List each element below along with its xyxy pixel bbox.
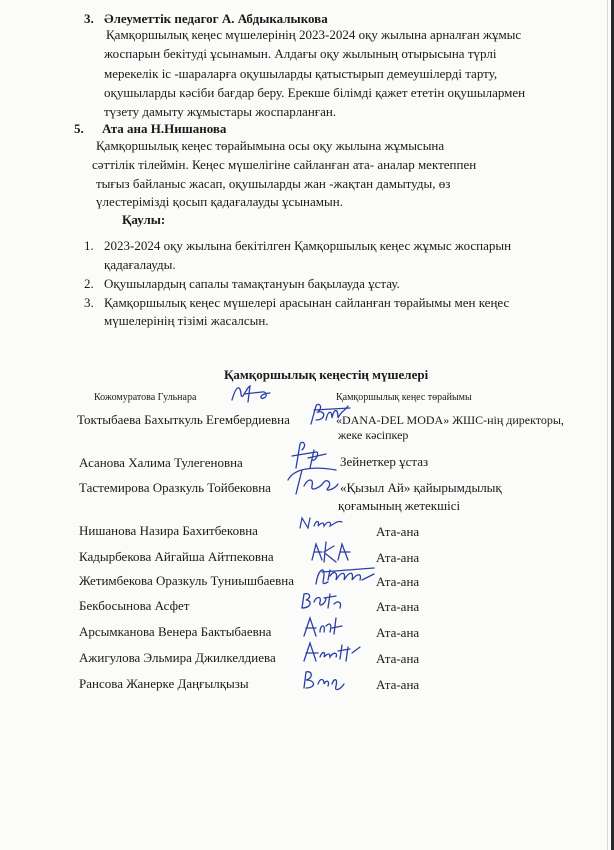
- member-role: Ата-ана: [376, 524, 420, 539]
- decision-item-line: Қамқоршылық кеңес мүшелері арасынан сайланған төрайымы мен кеңес: [104, 295, 510, 310]
- signature-image: [312, 562, 378, 590]
- section-3-line: мерекелік іс -шараларға оқушыларды қатыстырып демеушілерді тарту,: [104, 66, 498, 81]
- signature-image: [228, 380, 274, 406]
- member-name: Асанова Халима Тулегеновна: [79, 455, 243, 470]
- member-name: Рансова Жанерке Даңғылқызы: [79, 676, 249, 691]
- decision-title: Қаулы:: [122, 212, 166, 227]
- section-3-number: 3.: [84, 11, 94, 26]
- decision-item-line: Оқушылардың сапалы тамақтануын бақылауда ұстау.: [104, 276, 400, 291]
- member-role: Қамқоршылық кеңес төрайымы: [336, 392, 472, 403]
- signature-image: [296, 588, 346, 614]
- scan-edge-shadow: [607, 0, 608, 850]
- member-name: Жетимбекова Оразкуль Туниышбаевна: [79, 573, 294, 588]
- member-name: Бекбосынова Асфет: [79, 598, 190, 613]
- members-title: Қамқоршылық кеңестің мүшелері: [224, 367, 429, 382]
- member-name: Кадырбекова Айгайша Айтпековна: [79, 549, 274, 564]
- member-role: Ата-ана: [376, 651, 420, 666]
- section-5-number: 5.: [74, 121, 84, 136]
- decision-item-line: мүшелерінің тізімі жасалсын.: [104, 313, 269, 328]
- decision-item-number: 1.: [84, 238, 94, 253]
- section-3-heading: Әлеуметтік педагог А. Абдыкалыкова: [104, 11, 328, 26]
- member-role: жеке кәсіпкер: [338, 428, 409, 442]
- signature-image: [284, 464, 340, 498]
- signature-image: [296, 514, 346, 534]
- section-5-line: тығыз байланыс жасап, оқушыларды жан -жақтан дамытуды, өз: [96, 176, 451, 191]
- member-name: Кожомуратова Гульнара: [94, 392, 197, 403]
- member-name: Токтыбаева Бахыткуль Егембердиевна: [77, 412, 290, 427]
- member-name: Тастемирова Оразкуль Тойбековна: [79, 480, 271, 495]
- member-role: Ата-ана: [376, 677, 420, 692]
- section-5-line: сәттілік тілеймін. Кеңес мүшелігіне сайланған ата- аналар мектеппен: [92, 157, 477, 172]
- member-role: Зейнеткер ұстаз: [340, 454, 429, 469]
- section-5-line: Қамқоршылық кеңес төрайымына осы оқу жылына жұмысына: [96, 138, 445, 153]
- member-name: Нишанова Назира Бахитбековна: [79, 523, 258, 538]
- signature-image: [298, 666, 350, 694]
- member-name: Ажигулова Эльмира Джилкелдиева: [79, 650, 276, 665]
- decision-item-line: 2023-2024 оқу жылына бекітілген Қамқоршылық кеңес жұмыс жоспарын: [104, 238, 512, 253]
- signature-image: [300, 614, 346, 640]
- member-name: Арсымканова Венера Бактыбаевна: [79, 624, 272, 639]
- member-role: Ата-ана: [376, 599, 420, 614]
- section-3-line: Қамқоршылық кеңес мүшелерінің 2023-2024 оқу жылына арналған жұмыс: [106, 27, 522, 42]
- signature-image: [300, 639, 364, 667]
- section-5-line: үлестерімізді қосып қадағалауды ұсынамын.: [96, 194, 343, 209]
- section-3-line: жоспарын бекітуді ұсынамын. Алдағы оқу жылының отырысына түрлі: [104, 46, 497, 61]
- section-3-line: түзету дамыту жұмыстары жоспарланған.: [104, 104, 337, 119]
- member-role: «DANA-DEL MODA» ЖШС-нің директоры,: [336, 413, 564, 427]
- section-3-line: оқушыларды кәсіби бағдар беру. Ерекше білімді қажет ететін оқушылармен: [104, 85, 526, 100]
- member-role: Ата-ана: [376, 625, 420, 640]
- signature-image: [308, 400, 354, 430]
- decision-item-number: 3.: [84, 295, 94, 310]
- decision-item-line: қадағалауды.: [104, 257, 176, 272]
- section-5-heading: Ата ана Н.Нишанова: [102, 121, 227, 136]
- member-role: қоғамының жетекшісі: [338, 498, 461, 513]
- member-role: Ата-ана: [376, 550, 420, 565]
- decision-item-number: 2.: [84, 276, 94, 291]
- member-role: Ата-ана: [376, 574, 420, 589]
- member-role: «Қызыл Ай» қайырымдылық: [340, 480, 502, 495]
